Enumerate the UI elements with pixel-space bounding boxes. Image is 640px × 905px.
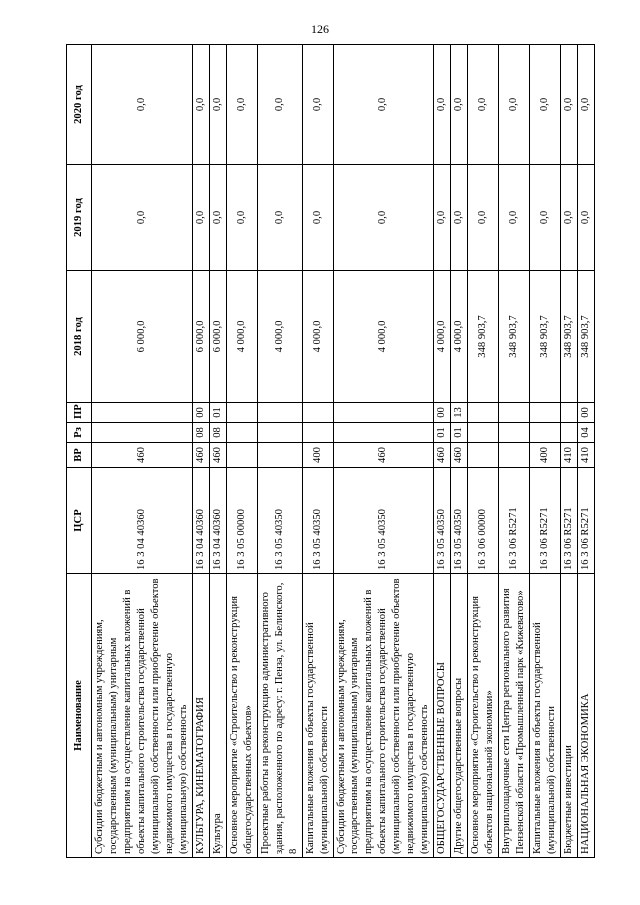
- cell-rz: [530, 423, 561, 443]
- cell-rz: [257, 423, 302, 443]
- cell-2019: 0,0: [192, 165, 209, 271]
- cell-csr: 16 3 04 40360: [192, 468, 209, 574]
- cell-vr: [226, 443, 257, 468]
- cell-2018: 6 000,0: [209, 271, 226, 403]
- cell-pr: [530, 403, 561, 423]
- table-row: [561, 45, 578, 858]
- page-number: 126: [311, 22, 329, 36]
- cell-rz: 01: [451, 423, 468, 443]
- cell-csr: 16 3 06 R5271: [530, 468, 561, 574]
- cell-2019: 0,0: [451, 165, 468, 271]
- cell-csr: 16 3 05 40350: [434, 468, 451, 574]
- table-row: [92, 45, 193, 858]
- cell-rz: 04: [578, 423, 595, 443]
- cell-2018: 348 903,7: [499, 271, 530, 403]
- cell-2018: 6 000,0: [192, 271, 209, 403]
- cell-rz: [302, 423, 333, 443]
- table-row: [192, 45, 209, 858]
- table-row: [333, 45, 434, 858]
- table-row: [226, 45, 257, 858]
- header-2020: 2020 год: [67, 45, 92, 165]
- cell-name: НАЦИОНАЛЬНАЯ ЭКОНОМИКА: [578, 574, 595, 858]
- cell-2018: 348 903,7: [468, 271, 499, 403]
- cell-vr: [499, 443, 530, 468]
- cell-vr: 400: [530, 443, 561, 468]
- header-pr: ПР: [67, 403, 92, 423]
- cell-2018: 348 903,7: [561, 271, 578, 403]
- cell-vr: 460: [434, 443, 451, 468]
- cell-pr: 00: [434, 403, 451, 423]
- table-row: [257, 45, 302, 858]
- cell-2020: 0,0: [333, 45, 434, 165]
- cell-csr: 16 3 05 40350: [302, 468, 333, 574]
- header-csr: ЦСР: [67, 468, 92, 574]
- cell-name: Основное мероприятие «Строительство и реконструкция общегосударственных объектов»: [226, 574, 257, 858]
- cell-csr: 16 3 06 00000: [468, 468, 499, 574]
- header-name: Наименование: [67, 574, 92, 858]
- header-2019: 2019 год: [67, 165, 92, 271]
- table-row: [302, 45, 333, 858]
- cell-2018: 4 000,0: [451, 271, 468, 403]
- cell-csr: 16 3 04 40360: [92, 468, 193, 574]
- cell-rz: [499, 423, 530, 443]
- cell-2018: 348 903,7: [578, 271, 595, 403]
- cell-2019: 0,0: [92, 165, 193, 271]
- cell-pr: 01: [209, 403, 226, 423]
- header-rz: Рз: [67, 423, 92, 443]
- cell-csr: 16 3 05 40350: [451, 468, 468, 574]
- cell-name: Внутриплощадочные сети Центра регионального развития Пензенской области «Промышленный парк «Кижеватово»: [499, 574, 530, 858]
- cell-vr: 410: [561, 443, 578, 468]
- cell-2018: 4 000,0: [226, 271, 257, 403]
- cell-vr: 460: [209, 443, 226, 468]
- cell-pr: [226, 403, 257, 423]
- cell-csr: 16 3 06 R5271: [499, 468, 530, 574]
- cell-vr: [257, 443, 302, 468]
- cell-rz: 08: [209, 423, 226, 443]
- cell-2018: 4 000,0: [333, 271, 434, 403]
- cell-pr: 13: [451, 403, 468, 423]
- cell-name: КУЛЬТУРА, КИНЕМАТОГРАФИЯ: [192, 574, 209, 858]
- cell-pr: 00: [578, 403, 595, 423]
- cell-csr: 16 3 06 R5271: [561, 468, 578, 574]
- cell-2020: 0,0: [499, 45, 530, 165]
- cell-vr: 460: [451, 443, 468, 468]
- cell-2020: 0,0: [209, 45, 226, 165]
- cell-2018: 6 000,0: [92, 271, 193, 403]
- cell-2018: 4 000,0: [302, 271, 333, 403]
- cell-2018: 4 000,0: [257, 271, 302, 403]
- table-row: [468, 45, 499, 858]
- cell-pr: [561, 403, 578, 423]
- cell-name: Культура: [209, 574, 226, 858]
- cell-name: ОБЩЕГОСУДАРСТВЕННЫЕ ВОПРОСЫ: [434, 574, 451, 858]
- cell-rz: 08: [192, 423, 209, 443]
- cell-2020: 0,0: [92, 45, 193, 165]
- cell-2019: 0,0: [578, 165, 595, 271]
- table-row: [578, 45, 595, 858]
- table-row: [451, 45, 468, 858]
- header-vr: ВР: [67, 443, 92, 468]
- table-row: [434, 45, 451, 858]
- cell-pr: [333, 403, 434, 423]
- header-2018: 2018 год: [67, 271, 92, 403]
- cell-pr: 00: [192, 403, 209, 423]
- cell-pr: [468, 403, 499, 423]
- cell-pr: [257, 403, 302, 423]
- cell-2020: 0,0: [530, 45, 561, 165]
- cell-2019: 0,0: [333, 165, 434, 271]
- table-row: [530, 45, 561, 858]
- cell-csr: 16 3 05 40350: [257, 468, 302, 574]
- cell-name: Бюджетные инвестиции: [561, 574, 578, 858]
- cell-name: Капитальные вложения в объекты государственной (муниципальной) собственности: [302, 574, 333, 858]
- cell-name: Другие общегосударственные вопросы: [451, 574, 468, 858]
- cell-2019: 0,0: [468, 165, 499, 271]
- cell-pr: [499, 403, 530, 423]
- table-header-row: [67, 45, 92, 858]
- table-row: [209, 45, 226, 858]
- cell-name: Проектные работы на реконструкцию административного здания, расположенного по адресу: г. Пенза, ул. Белинского, 8: [257, 574, 302, 858]
- cell-rz: [561, 423, 578, 443]
- cell-2020: 0,0: [451, 45, 468, 165]
- cell-vr: 410: [578, 443, 595, 468]
- cell-name: Субсидии бюджетным и автономным учреждениям, государственным (муниципальным) унитарным предприятиям на осуществление капитальных вложений в объекты капитального строительства государственной (муниципальной) собственности или приобретение объектов недвижимого имущества в государственную (муниципальную) собственность: [333, 574, 434, 858]
- rotated-table-container: [66, 45, 591, 858]
- cell-vr: [468, 443, 499, 468]
- table-row: [499, 45, 530, 858]
- cell-2019: 0,0: [499, 165, 530, 271]
- cell-2019: 0,0: [561, 165, 578, 271]
- cell-2019: 0,0: [209, 165, 226, 271]
- cell-2018: 348 903,7: [530, 271, 561, 403]
- cell-vr: 460: [192, 443, 209, 468]
- cell-name: Основное мероприятие «Строительство и реконструкция объектов национальной экономики»: [468, 574, 499, 858]
- cell-csr: 16 3 04 40360: [209, 468, 226, 574]
- cell-2018: 4 000,0: [434, 271, 451, 403]
- cell-2019: 0,0: [530, 165, 561, 271]
- cell-rz: 01: [434, 423, 451, 443]
- cell-2020: 0,0: [434, 45, 451, 165]
- table-body: [92, 45, 595, 858]
- cell-pr: [302, 403, 333, 423]
- cell-2020: 0,0: [578, 45, 595, 165]
- cell-vr: 400: [302, 443, 333, 468]
- cell-vr: 460: [92, 443, 193, 468]
- cell-2020: 0,0: [468, 45, 499, 165]
- cell-name: Субсидии бюджетным и автономным учреждениям, государственным (муниципальным) унитарным предприятиям на осуществление капитальных вложений в объекты капитального строительства государственной (муниципальной) собственности или приобретение объектов недвижимого имущества в государственную (муниципальную) собственность: [92, 574, 193, 858]
- cell-2020: 0,0: [561, 45, 578, 165]
- cell-rz: [92, 423, 193, 443]
- cell-2019: 0,0: [302, 165, 333, 271]
- cell-vr: 460: [333, 443, 434, 468]
- cell-2019: 0,0: [434, 165, 451, 271]
- cell-rz: [333, 423, 434, 443]
- cell-2019: 0,0: [257, 165, 302, 271]
- rotated-page-content: [66, 45, 591, 858]
- cell-rz: [226, 423, 257, 443]
- cell-2020: 0,0: [192, 45, 209, 165]
- cell-name: Капитальные вложения в объекты государственной (муниципальной) собственности: [530, 574, 561, 858]
- cell-csr: 16 3 05 00000: [226, 468, 257, 574]
- cell-2020: 0,0: [257, 45, 302, 165]
- cell-2020: 0,0: [302, 45, 333, 165]
- cell-pr: [92, 403, 193, 423]
- budget-table: [66, 44, 595, 858]
- cell-2019: 0,0: [226, 165, 257, 271]
- cell-csr: 16 3 06 R5271: [578, 468, 595, 574]
- cell-rz: [468, 423, 499, 443]
- cell-csr: 16 3 05 40350: [333, 468, 434, 574]
- cell-2020: 0,0: [226, 45, 257, 165]
